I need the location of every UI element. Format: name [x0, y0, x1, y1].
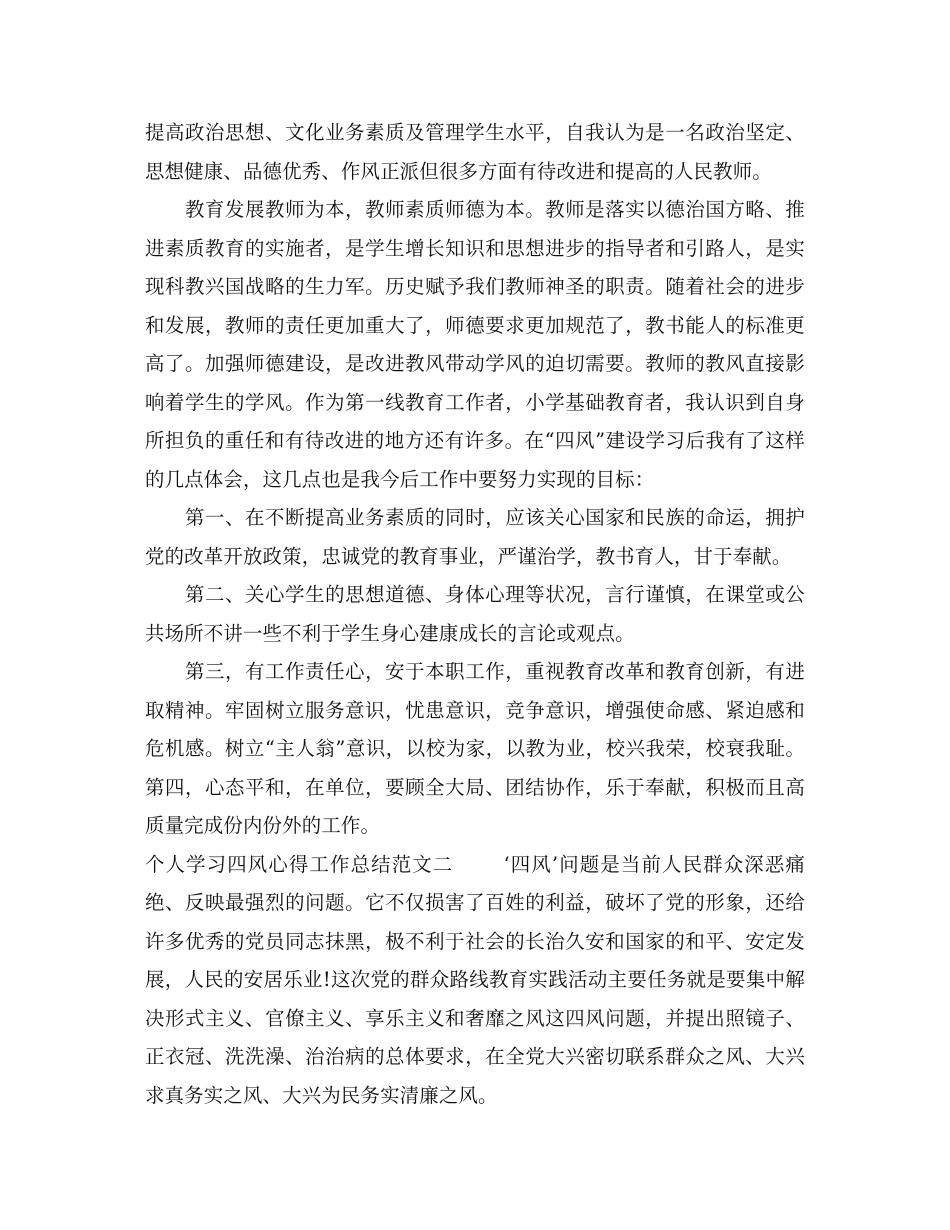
paragraph-1: 提高政治思想、文化业务素质及管理学生水平，自我认为是一名政治坚定、思想健康、品德优秀、作风正派但很多方面有待改进和提高的人民教师。 [145, 121, 805, 183]
section-heading: 个人学习四风心得工作总结范文二 [145, 852, 454, 876]
paragraph-2: 教育发展教师为本，教师素质师德为本。教师是落实以德治国方略、推进素质教育的实施者，是学生增长知识和思想进步的指导者和引路人，是实现科教兴国战略的生力军。历史赋予我们教师神圣的职责。随着社会的进步和发展，教师的责任更加重大了，师德要求更加规范了，教书能人的标准更高了。加强师德建设，是改进教风带动学风的迫切需要。教师的教风直接影响着学生的学风。作为第一线教育工作者，小学基础教育者，我认识到自身所担负的重任和有待改进的地方还有许多。在“四风”建设学习后我有了这样的几点体会，这几点也是我今后工作中要努力实现的目标： [145, 198, 805, 491]
document-body [145, 114, 805, 1115]
paragraph-3: 第一、在不断提高业务素质的同时，应该关心国家和民族的命运，拥护党的改革开放政策，忠诚党的教育事业，严谨治学，教书育人，甘于奉献。 [145, 506, 805, 568]
paragraph-5: 第三，有工作责任心，安于本职工作，重视教育改革和教育创新，有进取精神。牢固树立服务意识，忧患意识，竞争意识，增强使命感、紧迫感和危机感。树立“主人翁”意识，以校为家，以教为业，校兴我荣，校衰我耻。第四，心态平和，在单位，要顾全大局、团结协作，乐于奉献，积极而且高质量完成份内份外的工作。 [145, 660, 805, 837]
paragraph-4: 第二、关心学生的思想道德、身体心理等状况，言行谨慎，在课堂或公共场所不讲一些不利于学生身心建康成长的言论或观点。 [145, 583, 805, 645]
section-body: ‘四风’问题是当前人民群众深恶痛绝、反映最强烈的问题。它不仅损害了百姓的利益，破坏了党的形象，还给许多优秀的党员同志抹黑，极不利于社会的长治久安和国家的和平、安定发展，人民的安居乐业!这次党的群众路线教育实践活动主要任务就是要集中解决形式主义、官僚主义、享乐主义和奢靡之风这四风问题，并提出照镜子、正衣冠、洗洗澡、治治病的总体要求，在全党大兴密切联系群众之风、大兴求真务实之风、大兴为民务实清廉之风。 [145, 852, 806, 1107]
section-paragraph [145, 846, 805, 1116]
